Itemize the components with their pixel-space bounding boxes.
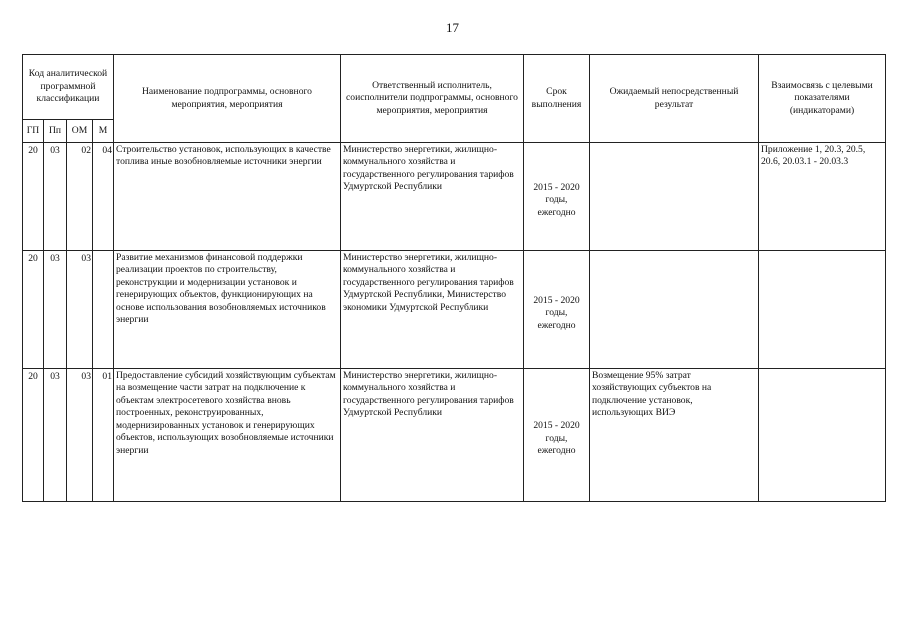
cell-result: Возмещение 95% затрат хозяйствующих субъектов на подключение установок, использующих ВИЭ <box>590 369 759 502</box>
header-result: Ожидаемый непосредственный результат <box>590 55 759 143</box>
cell-executor: Министерство энергетики, жилищно-коммунального хозяйства и государственного регулирования тарифов Удмуртской Республики, Министерство экономики Удмуртской Республики <box>341 251 524 369</box>
header-name: Наименование подпрограммы, основного мероприятия, мероприятия <box>114 55 341 143</box>
table-row <box>23 143 886 251</box>
cell-name: Строительство установок, использующих в качестве топлива иные возобновляемые источники энергии <box>114 143 341 251</box>
term-text: 2015 - 2020 годы, ежегодно <box>533 420 580 457</box>
cell-indicators <box>759 369 886 502</box>
cell-om: 03 <box>67 369 93 502</box>
cell-executor: Министерство энергетики, жилищно-коммунального хозяйства и государственного регулирования тарифов Удмуртской Республики <box>341 143 524 251</box>
header-indicators: Взаимосвязь с целевыми показателями (индикаторами) <box>759 55 886 143</box>
cell-om: 03 <box>67 251 93 369</box>
cell-gp: 20 <box>23 143 44 251</box>
header-m: М <box>93 120 114 143</box>
program-activities-table <box>22 54 886 502</box>
term-text: 2015 - 2020 годы, ежегодно <box>533 294 580 331</box>
header-executor: Ответственный исполнитель, соисполнители подпрограммы, основного мероприятия, мероприятия <box>341 55 524 143</box>
cell-name: Предоставление субсидий хозяйствующим субъектам на возмещение части затрат на подключение к объектам электросетевого хозяйства вновь построенных, реконструированных, модернизированных установок и генерирующих объектов, использующих возобновляемые источники энергии <box>114 369 341 502</box>
cell-indicators <box>759 251 886 369</box>
page-number: 17 <box>446 20 459 35</box>
table-row <box>23 369 886 502</box>
header-om: ОМ <box>67 120 93 143</box>
cell-result <box>590 251 759 369</box>
cell-om: 02 <box>67 143 93 251</box>
cell-term <box>524 369 590 502</box>
cell-gp: 20 <box>23 251 44 369</box>
cell-result <box>590 143 759 251</box>
header-gp: ГП <box>23 120 44 143</box>
cell-indicators: Приложение 1, 20.3, 20.5, 20.6, 20.03.1 - 20.03.3 <box>759 143 886 251</box>
cell-executor: Министерство энергетики, жилищно-коммунального хозяйства и государственного регулирования тарифов Удмуртской Республики <box>341 369 524 502</box>
header-pp: Пп <box>44 120 67 143</box>
cell-pp: 03 <box>44 369 67 502</box>
cell-gp: 20 <box>23 369 44 502</box>
table-row <box>23 251 886 369</box>
header-code-group: Код аналитической программной классификации <box>23 55 114 120</box>
header-term: Срок выполнения <box>524 55 590 143</box>
cell-term <box>524 251 590 369</box>
cell-name: Развитие механизмов финансовой поддержки реализации проектов по строительству, реконструкции и модернизации установок и генерирующих объектов, функционирующих на основе использования возобновляемых источников энергии <box>114 251 341 369</box>
cell-pp: 03 <box>44 251 67 369</box>
cell-m: 01 <box>93 369 114 502</box>
term-text: 2015 - 2020 годы, ежегодно <box>533 181 580 218</box>
cell-m: 04 <box>93 143 114 251</box>
cell-pp: 03 <box>44 143 67 251</box>
cell-m <box>93 251 114 369</box>
cell-term <box>524 143 590 251</box>
